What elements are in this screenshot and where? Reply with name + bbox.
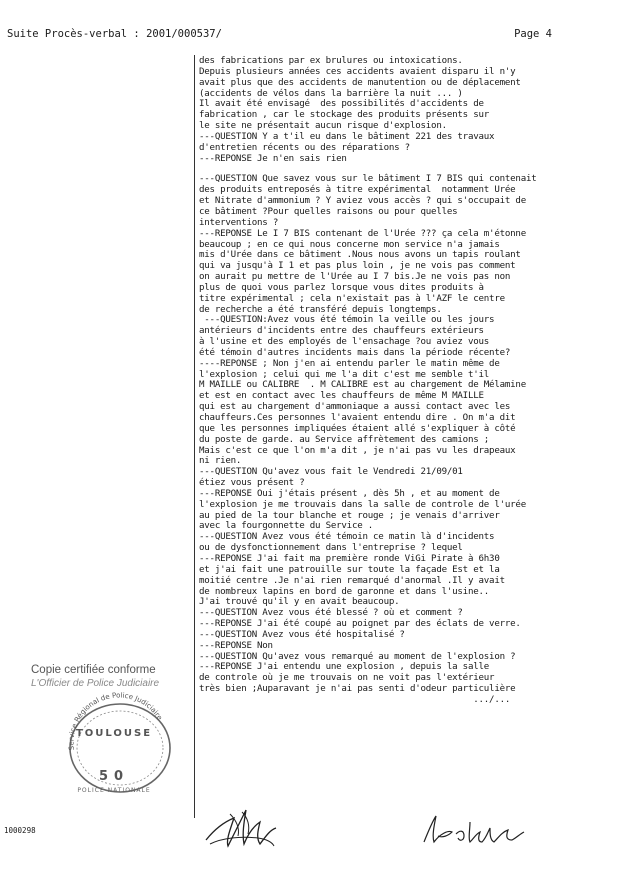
- body-line: beaucoup ; en ce qui nous concerne mon service n'a jamais: [199, 239, 500, 250]
- body-line: très bien ;Auparavant je n'ai pas senti d'odeur particulière: [199, 684, 516, 695]
- testimony-body: [199, 56, 604, 706]
- body-line: ni rien.: [199, 456, 242, 467]
- body-line: ---REPONSE Je n'en sais rien: [199, 153, 347, 164]
- body-line: on aurait pu mettre de l'Urée au I 7 bis.Je ne vois pas non: [199, 272, 511, 283]
- body-line: (accidents de vélos dans la barrière la nuit ... ): [199, 88, 463, 99]
- body-line: ou de dysfonctionnement dans l'entreprise ? lequel: [199, 543, 463, 554]
- body-line: fabrication , car le stockage des produits présents sur: [199, 110, 490, 121]
- body-line: titre expérimental ; cela n'existait pas à l'AZF le centre: [199, 293, 505, 304]
- body-line: chauffeurs.Ces personnes l'avaient entendu dire . On m'a dit: [199, 413, 516, 423]
- body-line: J'ai trouvé qu'il y en avait beaucoup.: [199, 597, 400, 608]
- body-line: ----REPONSE ; Non j'en ai entendu parler le matin même de: [199, 358, 500, 369]
- page-number: Page 4: [514, 28, 552, 40]
- body-line: des produits entreposés à titre expérimental notamment Urée: [199, 185, 516, 196]
- body-line: M MAILLE ou CALIBRE . M CALIBRE est au chargement de Mélamine: [199, 380, 526, 391]
- body-line: avait plus que des accidents de manutention ou de déplacement: [199, 77, 521, 88]
- stamp-service-text: Service Régional de Police Judiciaire: [67, 691, 164, 751]
- body-line: du poste de garde. au Service affrètement des camions ;: [199, 434, 490, 445]
- document-number: 1000298: [4, 826, 36, 835]
- body-line: l'explosion je me trouvais dans la salle de controle de l'urée: [199, 499, 526, 510]
- stamp-city: TOULOUSE: [75, 728, 153, 739]
- body-line: ---REPONSE Oui j'étais présent , dès 5h , et au moment de: [199, 488, 500, 499]
- body-line: ---QUESTION Qu'avez vous remarqué au moment de l'explosion ?: [199, 651, 516, 662]
- body-line: moitié centre .Je n'ai rien remarqué d'anormal .Il y avait: [199, 575, 505, 586]
- body-line: étiez vous présent ?: [199, 478, 305, 489]
- body-line: le site ne présentait aucun risque d'explosion.: [199, 121, 447, 132]
- body-line: ---QUESTION Y a t'il eu dans le bâtiment 221 des travaux: [199, 131, 495, 142]
- body-line: ce bâtiment ?Pour quelles raisons ou pour quelles: [199, 206, 458, 217]
- proces-verbal-reference: Suite Procès-verbal : 2001/000537/: [7, 28, 222, 40]
- body-line: antérieurs d'incidents entre des chauffeurs extérieurs: [199, 326, 484, 337]
- body-line: [199, 164, 604, 174]
- body-line: ---REPONSE Non: [199, 640, 273, 651]
- body-line: été témoin d'autres incidents mais dans la période récente?: [199, 347, 511, 358]
- page-header: [0, 28, 620, 44]
- witness-signature-icon: [418, 812, 528, 848]
- body-line: ---REPONSE J'ai entendu une explosion , depuis la salle: [199, 662, 490, 673]
- body-line: ---QUESTION Avez vous été témoin ce matin là d'incidents: [199, 532, 495, 543]
- stamp-number: 50: [98, 769, 130, 784]
- body-line: qui est au chargement d'ammoniaque a aussi contact avec les: [199, 402, 511, 413]
- body-line: au pied de la tour blanche et rouge ; je venais d'arriver: [199, 510, 500, 521]
- body-line: ---QUESTION Avez vous été hospitalisé ?: [199, 629, 405, 640]
- certification-title: Copie certifiée conforme: [31, 664, 156, 676]
- certification-block: [31, 664, 201, 689]
- certification-officer: L'Officier de Police Judiciaire: [31, 678, 160, 689]
- body-line: ---REPONSE Le I 7 BIS contenant de l'Urée ??? ça cela m'étonne: [199, 228, 526, 239]
- body-line: ---QUESTION:Avez vous été témoin la veille ou les jours: [199, 315, 495, 326]
- body-line: l'explosion ; celui qui me l'a dit c'est me semble t'il: [199, 369, 490, 380]
- body-line: ---REPONSE J'ai fait ma première ronde ViGi Pirate à 6h30: [199, 553, 500, 564]
- police-stamp-icon: [46, 688, 196, 798]
- body-line: et est en contact avec les chauffeurs de même M MAILLE: [199, 391, 484, 402]
- body-line: plus de quoi vous parlez lorsque vous dites produits à: [199, 282, 484, 293]
- body-line: de nombreux lapins en bord de garonne et dans l'usine..: [199, 586, 490, 597]
- body-line: de recherche a été transféré depuis longtemps.: [199, 304, 442, 315]
- body-line: Depuis plusieurs années ces accidents avaient disparu il n'y: [199, 66, 516, 77]
- body-line: que les personnes impliquées étaient allé s'expliquer à côté: [199, 423, 516, 434]
- body-line: ---REPONSE J'ai été coupé au poignet par des éclats de verre.: [199, 619, 521, 630]
- body-line: à l'usine et des employés de l'ensachage ?ou aviez vous: [199, 337, 490, 348]
- body-line: ---QUESTION Que savez vous sur le bâtiment I 7 BIS qui contenait: [199, 174, 537, 185]
- body-line: de controle où je me trouvais on ne voit pas l'extérieur: [199, 673, 495, 684]
- body-line: d'entretien récents ou des réparations ?: [199, 142, 410, 153]
- body-line: qui va jusqu'à I 1 et pas plus loin , je ne vois pas comment: [199, 261, 516, 272]
- stamp-bottom-text: POLICE NATIONALE: [77, 787, 151, 794]
- body-line: et j'ai fait une patrouille sur toute la façade Est et la: [199, 564, 500, 575]
- body-line: mis d'Urée dans ce bâtiment .Nous nous avons un tapis roulant: [199, 250, 521, 261]
- svg-text:Service Régional de Police Jud: [67, 691, 163, 750]
- body-line: des fabrications par ex brulures ou intoxications.: [199, 56, 463, 66]
- body-line: .../...: [199, 694, 511, 705]
- body-line: ---QUESTION Qu'avez vous fait le Vendredi 21/09/01: [199, 467, 463, 478]
- body-line: avec la fourgonnette du Service .: [199, 521, 374, 532]
- officer-signature-icon: [200, 800, 280, 852]
- body-line: ---QUESTION Avez vous été blessé ? où et comment ?: [199, 608, 463, 619]
- body-line: interventions ?: [199, 217, 279, 228]
- body-line: Il avait été envisagé des possibilités d'accidents de: [199, 99, 484, 110]
- body-line: Mais c'est ce que l'on m'a dit , je n'ai pas vu les drapeaux: [199, 445, 516, 456]
- body-line: et Nitrate d'ammonium ? Y aviez vous accès ? qui s'occupait de: [199, 196, 526, 207]
